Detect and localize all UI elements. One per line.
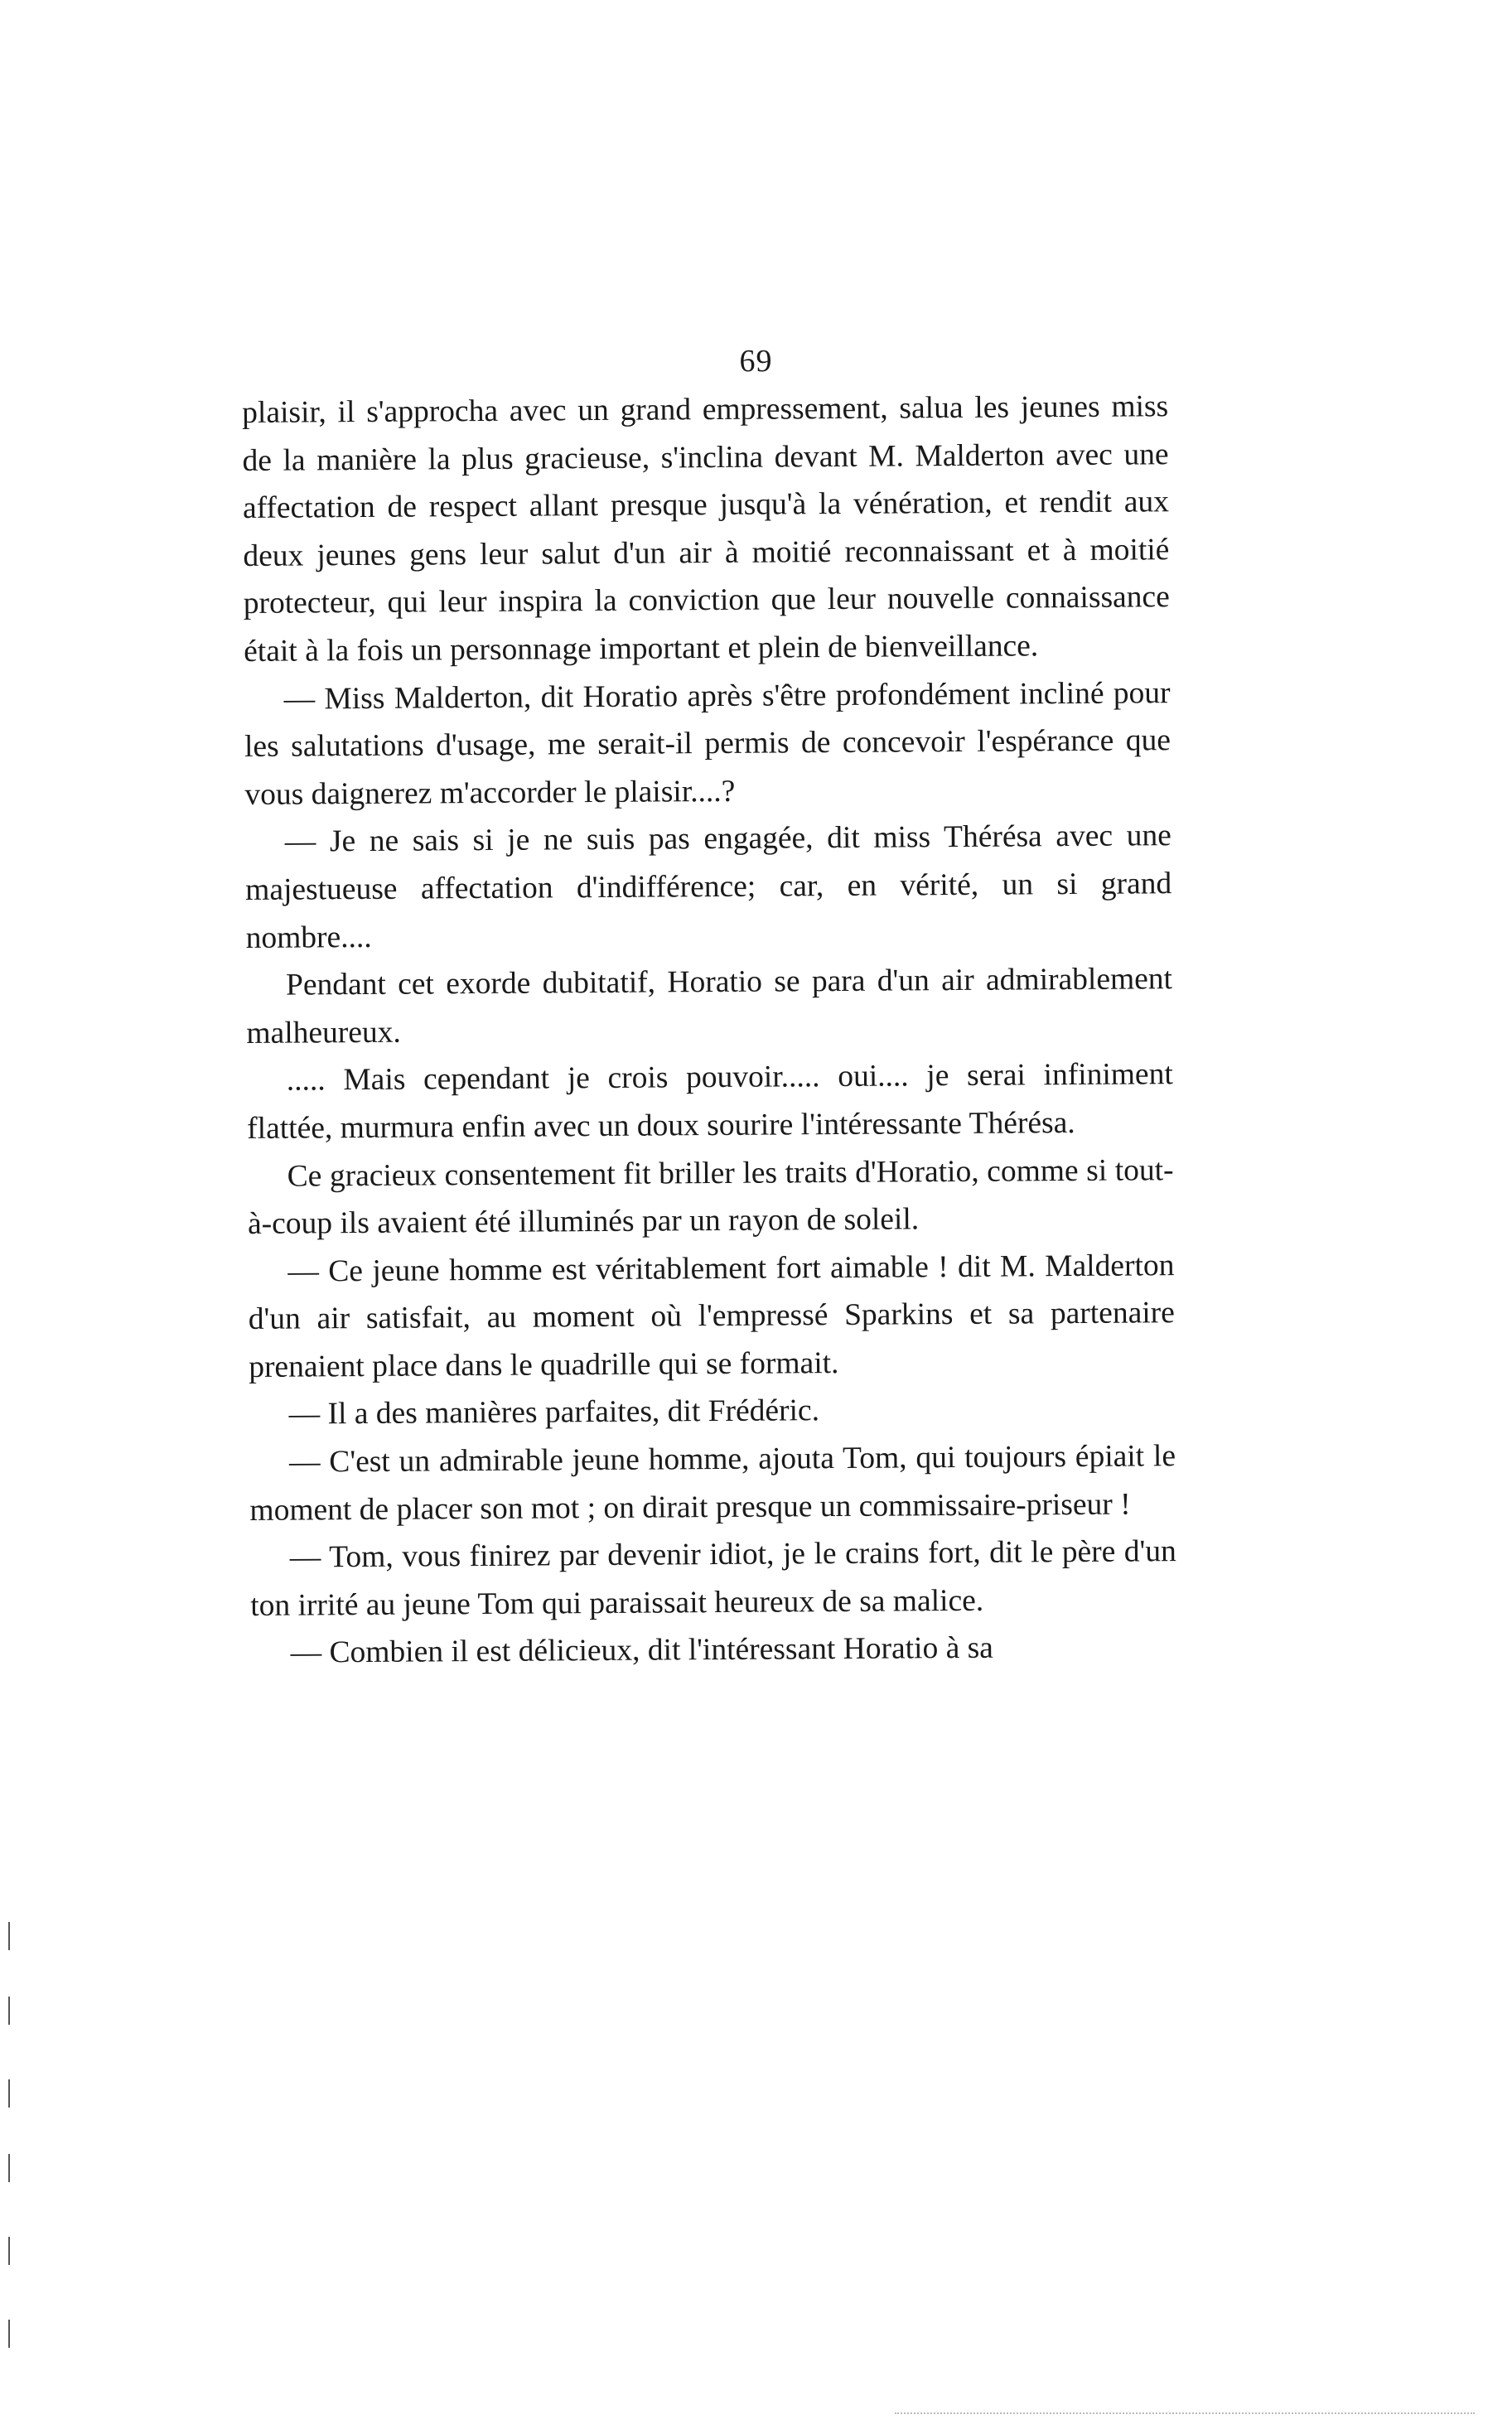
paragraph: — Il a des manières parfaites, dit Frédéric. xyxy=(288,1393,820,1432)
scan-mark xyxy=(8,1922,10,1950)
paragraph: ..... Mais cependant je crois pouvoir..... oui.... je serai infiniment flattée, murmura enfin avec un doux sourire l'intéressante Thérésa. xyxy=(247,1057,1173,1146)
scan-mark xyxy=(8,2154,10,2182)
scan-mark xyxy=(8,2079,10,2108)
paragraph: — Je ne sais si je ne suis pas engagée, dit miss Thérésa avec une majestueuse affectation d'indifférence; car, en vérité, un si grand nombre.... xyxy=(245,819,1172,955)
scan-mark xyxy=(8,2237,10,2265)
paragraph: — Ce jeune homme est véritablement fort aimable ! dit M. Malderton d'un air satisfait, au moment où l'empressé Sparkins et sa partenaire prenaient place dans le quadrille qui se formait. xyxy=(248,1248,1175,1384)
body-text xyxy=(242,383,1177,1678)
paragraph: Pendant cet exorde dubitatif, Horatio se para d'un air admirablement malheureux. xyxy=(246,962,1173,1050)
paragraph: — Tom, vous finirez par devenir idiot, je le crains fort, dit le père d'un ton irrité au jeune Tom qui paraissait heureux de sa malice. xyxy=(250,1534,1176,1623)
paragraph: — C'est un admirable jeune homme, ajouta Tom, qui toujours épiait le moment de placer son mot ; on dirait presque un commissaire-priseur ! xyxy=(249,1439,1176,1528)
page-number: 69 xyxy=(739,344,773,379)
scan-bottom-specks xyxy=(895,2412,1475,2419)
paragraph: Ce gracieux consentement fit briller les traits d'Horatio, comme si tout-à-coup ils avaient été illuminés par un rayon de soleil. xyxy=(247,1152,1174,1242)
scan-mark xyxy=(8,1997,10,2025)
scan-margin-marks xyxy=(8,1905,12,2369)
scan-mark xyxy=(8,2320,10,2348)
paragraph: — Miss Malderton, dit Horatio après s'être profondément incliné pour les salutations d'usage, me serait-il permis de concevoir l'espérance que vous daignerez m'accorder le plaisir....? xyxy=(244,675,1171,812)
paragraph: — Combien il est délicieux, dit l'intéressant Horatio à sa xyxy=(290,1631,994,1671)
paragraph: plaisir, il s'approcha avec un grand empressement, salua les jeunes miss de la manière la plus gracieuse, s'inclina devant M. Malderton avec une affectation de respect allant presque jusqu'à la vénération, et rendit aux deux jeunes gens leur salut d'un air à moitié reconnaissant et à moitié protecteur, qui leur inspira la conviction que leur nouvelle connaissance était à la fois un personnage important et plein de bienveillance. xyxy=(242,389,1170,669)
